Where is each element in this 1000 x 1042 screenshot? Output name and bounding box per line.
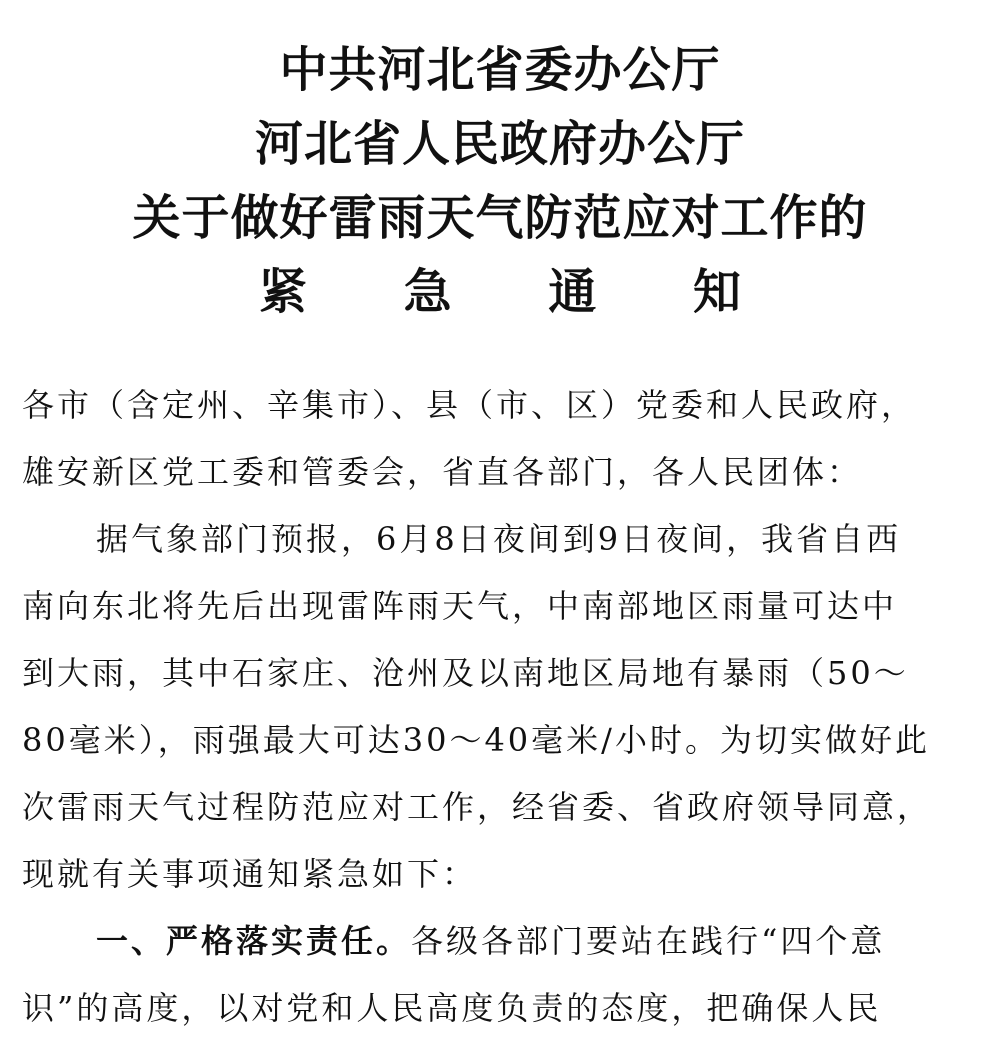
section-one-text: 各级各部门要站在践行“四个意 <box>411 922 886 960</box>
document-title <box>0 42 1000 342</box>
paragraph-line: 据气象部门预报，6月8日夜间到9日夜间，我省自西 <box>96 520 902 558</box>
title-line-3: 关于做好雷雨天气防范应对工作的 <box>132 190 868 246</box>
paragraph-line: 南向东北将先后出现雷阵雨天气，中南部地区雨量可达中 <box>22 587 898 625</box>
paragraph-line: 现就有关事项通知紧急如下： <box>22 855 478 893</box>
addressee-line-2: 雄安新区党工委和管委会，省直各部门，各人民团体： <box>22 453 863 491</box>
paragraph-line: 次雷雨天气过程防范应对工作，经省委、省政府领导同意， <box>22 788 933 826</box>
section-one-line <box>22 908 982 975</box>
paragraph-line: 到大雨，其中石家庄、沧州及以南地区局地有暴雨（50～ <box>22 654 909 692</box>
paragraph-line: 识”的高度，以对党和人民高度负责的态度，把确保人民 <box>22 989 882 1027</box>
paragraph-line: 80毫米），雨强最大可达30～40毫米/小时。为切实做好此 <box>22 721 930 759</box>
addressee-line-1: 各市（含定州、辛集市）、县（市、区）党委和人民政府， <box>22 386 917 424</box>
title-line-2: 河北省人民政府办公厅 <box>254 116 745 172</box>
title-line-4: 紧 急 通 知 <box>258 264 782 320</box>
section-one-heading: 一、严格落实责任。 <box>96 922 412 960</box>
title-line-1: 中共河北省委办公厅 <box>279 42 721 98</box>
document-body <box>22 372 982 1042</box>
